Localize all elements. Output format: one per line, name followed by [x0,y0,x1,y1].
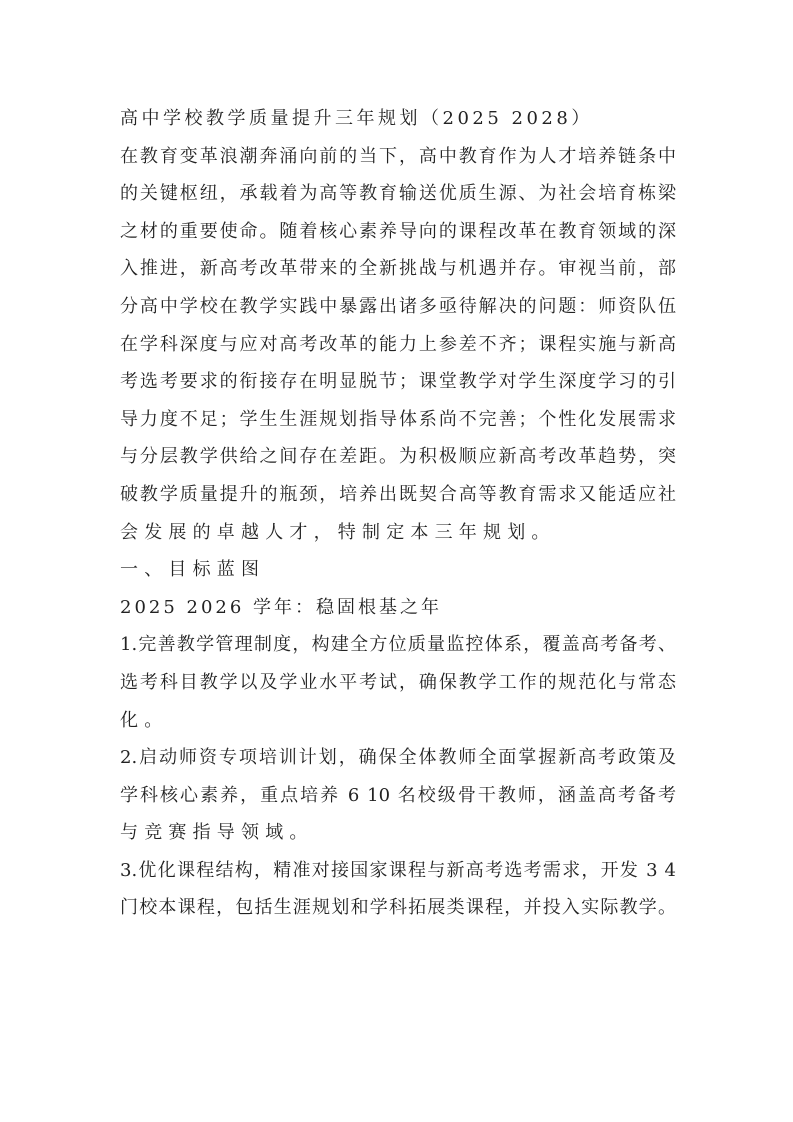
intro-paragraph [120,138,676,552]
text-line: 在学科深度与应对高考改革的能力上参差不齐；课程实施与新高 [120,333,676,355]
text-line: 学科核心素养，重点培养 6 10 名校级骨干教师，涵盖高考备考 [120,784,676,806]
text-line: 入推进，新高考改革带来的全新挑战与机遇并存。审视当前，部 [120,258,676,280]
text-line: 破教学质量提升的瓶颈，培养出既契合高等教育需求又能适应社 [120,483,676,505]
text-line: 3.优化课程结构，精准对接国家课程与新高考选考需求，开发 3 4 [120,859,676,881]
text-line: 门校本课程，包括生涯规划和学科拓展类课程，并投入实际教学。 [120,897,676,919]
text-line: 在教育变革浪潮奔涌向前的当下，高中教育作为人才培养链条中 [120,145,676,167]
text-line: 导力度不足；学生生涯规划指导体系尚不完善；个性化发展需求 [120,408,676,430]
subheading: 2025 2026 学年：稳固根基之年 [120,596,443,618]
list-item-1 [120,626,676,739]
text-line: 1.完善教学管理制度，构建全方位质量监控体系，覆盖高考备考、 [120,634,676,656]
text-line: 考选考要求的衔接存在明显脱节；课堂教学对学生深度学习的引 [120,371,676,393]
text-line: 的关键枢纽，承载着为高等教育输送优质生源、为社会培育栋梁 [120,183,676,205]
text-line: 化。 [120,709,169,731]
text-line: 与竞赛指导领域。 [120,822,314,844]
text-line: 分高中学校在教学实践中暴露出诸多亟待解决的问题：师资队伍 [120,295,676,317]
text-line: 会发展的卓越人才，特制定本三年规划。 [120,521,556,543]
document-title: 高中学校教学质量提升三年规划（2025 2028） [120,108,593,129]
list-item-2 [120,739,676,852]
document-page [120,100,676,927]
text-line: 与分层教学供给之间存在差距。为积极顺应新高考改革趋势，突 [120,446,676,468]
list-item-3 [120,852,676,927]
text-line: 2.启动师资专项培训计划，确保全体教师全面掌握新高考政策及 [120,747,676,769]
text-line: 选考科目教学以及学业水平考试，确保教学工作的规范化与常态 [120,671,676,693]
text-line: 之材的重要使命。随着核心素养导向的课程改革在教育领域的深 [120,220,676,242]
section-heading: 一、目标蓝图 [120,559,266,581]
